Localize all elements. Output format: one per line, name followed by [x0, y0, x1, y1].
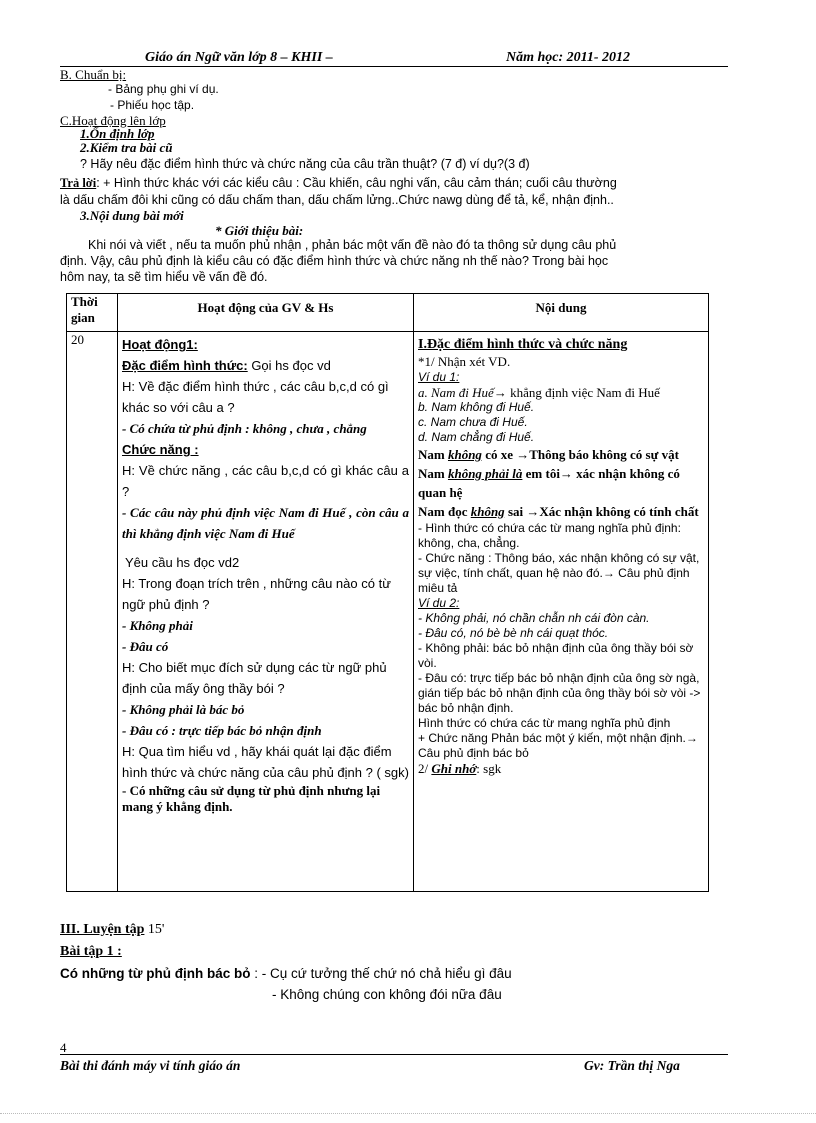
exercise-1-heading: Bài tập 1 : — [60, 944, 122, 959]
right-line: + Chức năng Phản bác một ý kiến, một nhận định.→ Câu phủ định bác bỏ — [418, 731, 698, 760]
header-activity: Hoạt động của GV & Hs — [118, 294, 414, 332]
step-1: 1.Ổn định lớp — [80, 126, 155, 141]
activity-cell — [118, 332, 414, 892]
right-line: *1/ Nhận xét VD. — [418, 354, 511, 369]
left-line: H: Trong đoạn trích trên , những câu nào có từ ngữ phủ định ? — [122, 576, 391, 612]
prep-heading: B. Chuẩn bị: — [60, 67, 127, 82]
header-content: Nội dung — [414, 294, 709, 332]
right-line: 2/ Ghi nhớ: sgk — [418, 761, 502, 776]
right-line: c. Nam chưa đi Huế. — [418, 415, 528, 429]
right-line: Hình thức có chứa các từ mang nghĩa phủ định — [418, 716, 671, 730]
prep-item: - Phiếu học tập. — [110, 98, 195, 112]
left-line: Chức năng : — [122, 442, 199, 457]
right-line: Ví du 1: — [418, 370, 460, 384]
header-left: Giáo án Ngữ văn lớp 8 – KHII – — [145, 50, 333, 65]
left-line: - Các câu này phủ định việc Nam đi Huế , còn câu a thì khẳng định việc Nam đi Huế — [122, 505, 409, 541]
right-line: Nam không phải là em tôi→ xác nhận không có quan hệ — [418, 466, 680, 500]
left-line: H: Về đặc điểm hình thức , các câu b,c,d có gì khác so với câu a ? — [122, 379, 389, 415]
answer-line-1: Trả lời: + Hình thức khác với các kiểu câu : Cầu khiến, câu nghi vấn, câu cảm thán; cuối câu thường — [60, 176, 617, 190]
right-line: b. Nam không đi Huế. — [418, 400, 535, 414]
lesson-table — [66, 293, 709, 892]
left-line: - Đâu có : trực tiếp bác bỏ nhận định — [122, 723, 322, 738]
right-line: - Hình thức có chứa các từ mang nghĩa phủ định: không, cha, chẳng. — [418, 521, 681, 550]
footer-left: Bài thi đánh máy vi tính giáo án — [60, 1058, 241, 1073]
step-3: 3.Nội dung bài mới — [80, 208, 184, 223]
header-right: Năm học: 2011- 2012 — [506, 50, 631, 65]
right-line: - Không phải: bác bỏ nhận định của ông thầy bói sờ vòi. — [418, 641, 694, 670]
footer-rule — [60, 1054, 728, 1055]
right-line: - Đâu có: trực tiếp bác bỏ nhận định của ông sờ ngà, gián tiếp bác bỏ nhận định của ông thầy bói sờ vòi -> bác bỏ nhận định. — [418, 671, 701, 715]
footer-right: Gv: Trần thị Nga — [584, 1058, 680, 1073]
left-line: Hoạt động1: — [122, 337, 198, 352]
left-line: - Không phải — [122, 618, 193, 633]
left-line: Đặc điểm hình thức: Gọi hs đọc vd — [122, 358, 331, 373]
header-time: Thời gian — [67, 294, 118, 332]
left-line: H: Về chức năng , các câu b,c,d có gì khác câu a ? — [122, 463, 409, 499]
right-line: Nam không có xe →Thông báo không có sự vật — [418, 447, 679, 462]
right-line: Nam đọc không sai →Xác nhận không có tính chất — [418, 504, 699, 519]
review-question: ? Hãy nêu đặc điểm hình thức và chức năng của câu trần thuật? (7 đ) ví dụ?(3 đ) — [80, 157, 530, 171]
right-line: d. Nam chẳng đi Huế. — [418, 430, 535, 444]
left-line: - Không phải là bác bỏ — [122, 702, 245, 717]
step-2: 2.Kiểm tra bài cũ — [80, 140, 173, 155]
exercise-1-line-2: - Không chúng con không đói nữa đâu — [272, 987, 502, 1002]
right-line: Ví du 2: — [418, 596, 460, 610]
prep-item: - Bảng phụ ghi ví dụ. — [108, 82, 219, 96]
left-line: - Có chứa từ phủ định : không , chưa , chẳng — [122, 421, 367, 436]
right-line: a. Nam đi Huế→ khẳng định việc Nam đi Huế — [418, 385, 660, 400]
content-cell — [414, 332, 709, 892]
intro-line: hôm nay, ta sẽ tìm hiểu về vấn đề đó. — [60, 270, 268, 284]
time-cell: 20 — [67, 332, 118, 892]
practice-heading: III. Luyện tập 15' — [60, 922, 165, 937]
left-line: - Có những câu sử dụng từ phủ định nhưng lại mang ý khẳng định. — [122, 783, 381, 814]
activities-heading: C.Hoạt động lên lớp — [60, 113, 166, 128]
intro-line: Khi nói và viết , nếu ta muốn phủ nhận , phản bác một vấn đề nào đó ta thông sử dụng câu phủ — [88, 238, 617, 252]
page-bottom-border — [0, 1113, 816, 1114]
left-line: Yêu cầu hs đọc vd2 — [125, 555, 240, 570]
right-line: - Đâu có, nó bè bè nh cái quạt thóc. — [418, 626, 609, 640]
left-line: - Đâu có — [122, 639, 169, 654]
intro-heading: * Giới thiệu bài: — [215, 223, 304, 238]
page-number: 4 — [60, 1040, 67, 1055]
left-line: H: Cho biết mục đích sử dụng các từ ngữ phủ định của mấy ông thầy bói ? — [122, 660, 387, 696]
left-line: H: Qua tìm hiểu vd , hãy khái quát lại đặc điểm hình thức và chức năng của câu phủ định ? ( sgk) — [122, 744, 409, 780]
right-line: I.Đặc điểm hình thức và chức năng — [418, 337, 628, 352]
header-rule — [60, 66, 728, 67]
right-line: - Không phải, nó chần chẫn nh cái đòn càn. — [418, 611, 650, 625]
intro-line: định. Vậy, câu phủ định là kiểu câu có đặc điểm hình thức và chức năng nh thế nào? Trong bài học — [60, 254, 609, 268]
exercise-1-line-1: Có những từ phủ định bác bỏ : - Cụ cứ tưởng thế chứ nó chả hiểu gì đâu — [60, 966, 512, 981]
right-line: - Chức năng : Thông báo, xác nhận không có sự vật, sự việc, tính chất, quan hệ nào đó.→ Câu phủ định miêu tả — [418, 551, 700, 595]
answer-line-2: là dấu chấm đôi khi cũng có dấu chấm than, dấu chấm lửng..Chức nawg dùng để tả, kể, nhận định.. — [60, 193, 614, 207]
